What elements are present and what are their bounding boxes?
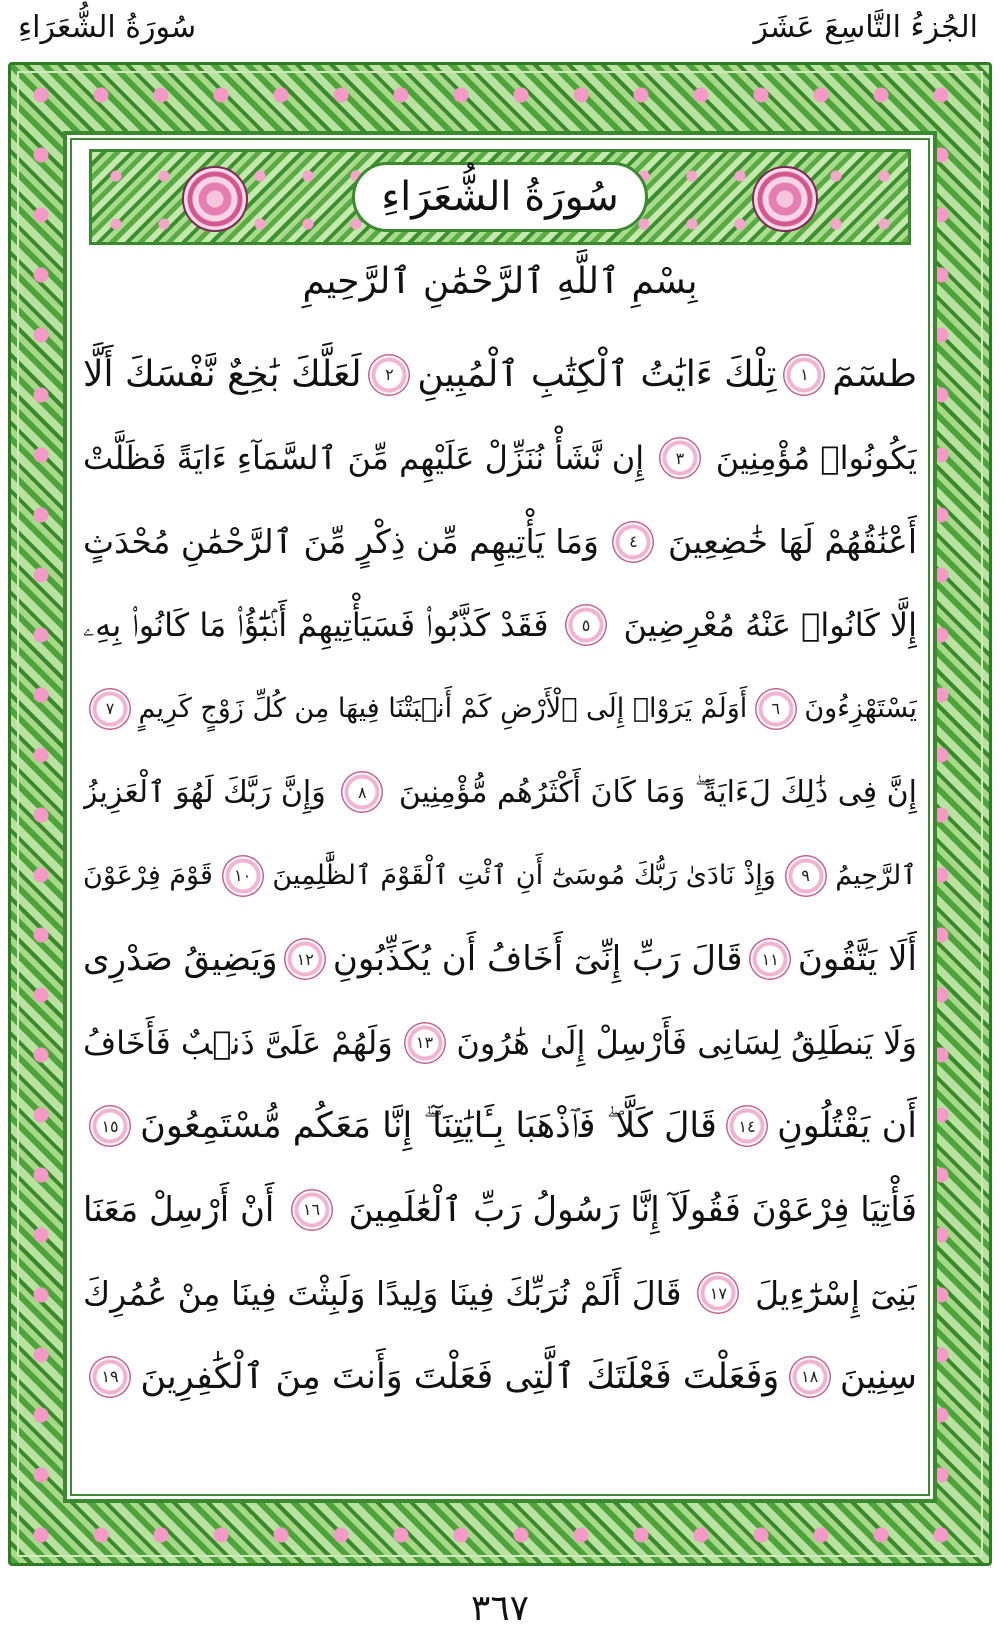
ayah-number-marker: ١١ bbox=[749, 938, 791, 980]
surah-label: سُورَةُ الشُّعَرَاءِ bbox=[18, 10, 197, 45]
ayah-number-marker: ١٧ bbox=[697, 1272, 739, 1314]
surah-title-cartouche bbox=[352, 162, 648, 232]
juz-label: الجُزءُ التَّاسِعَ عَشَرَ bbox=[753, 10, 978, 45]
verse-line bbox=[83, 333, 917, 417]
verse-text: إِن نَّشَأْ نُنَزِّلْ عَلَيْهِم مِّنَ ٱلسَّمَآءِ ءَايَةً فَظَلَّتْ bbox=[83, 439, 645, 478]
verse-text: إِنَّ فِى ذَٰلِكَ لَءَايَةً ۖ وَمَا كَانَ أَكْثَرُهُم مُّؤْمِنِينَ bbox=[398, 774, 917, 810]
ayah-number-marker: ٩ bbox=[785, 855, 827, 897]
verse-text: قَالَ رَبِّ إِنِّىٓ أَخَافُ أَن يُكَذِّبُونِ bbox=[332, 939, 743, 980]
ayah-number-marker: ٢ bbox=[368, 354, 410, 396]
verse-text: ٱلرَّحِيمُ bbox=[835, 860, 917, 892]
verse-text: فَأْتِيَا فِرْعَوْنَ فَقُولَآ إِنَّا رَسُولُ رَبِّ ٱلْعَٰلَمِينَ bbox=[348, 1190, 917, 1231]
verse-line bbox=[83, 417, 917, 501]
verse-text: أَوَلَمْ يَرَوْا۟ إِلَى ٱلْأَرْضِ كَمْ أَنۢبَتْنَا فِيهَا مِن كُلِّ زَوْجٍ كَرِيمٍ bbox=[138, 693, 748, 725]
verse-line bbox=[83, 1085, 917, 1169]
verse-text: يَسْتَهْزِءُونَ bbox=[804, 693, 917, 725]
verse-text: وَمَا يَأْتِيهِم مِّن ذِكْرٍ مِّنَ ٱلرَّحْمَٰنِ مُحْدَثٍ bbox=[83, 522, 599, 562]
page-header bbox=[0, 0, 1000, 60]
page-number: ٣٦٧ bbox=[470, 1588, 529, 1629]
verse-text: وَإِذْ نَادَىٰ رَبُّكَ مُوسَىٰٓ أَنِ ٱئْتِ ٱلْقَوْمَ ٱلظَّٰلِمِينَ bbox=[272, 860, 776, 892]
ayah-number-marker: ١٣ bbox=[404, 1022, 446, 1064]
verse-text: طسٓمٓ bbox=[832, 354, 917, 396]
ayah-number-marker: ١٩ bbox=[89, 1356, 131, 1398]
verse-text: أَنْ أَرْسِلْ مَعَنَا bbox=[83, 1189, 275, 1230]
rosette-ornament-icon bbox=[182, 166, 248, 232]
ornamental-border bbox=[8, 62, 992, 1566]
ayah-number-marker: ٣ bbox=[659, 437, 701, 479]
verse-line bbox=[83, 584, 917, 668]
verse-text: أَن يَقْتُلُونِ bbox=[777, 1106, 917, 1147]
verse-line bbox=[83, 1252, 917, 1336]
verse-text: أَلَا يَتَّقُونَ bbox=[797, 939, 917, 980]
ayah-number-marker: ٦ bbox=[755, 688, 797, 730]
verse-text: وَلَا يَنطَلِقُ لِسَانِى فَأَرْسِلْ إِلَىٰ هَٰرُونَ bbox=[456, 1023, 917, 1062]
ayah-number-marker: ٥ bbox=[565, 604, 607, 646]
verse-text: تِلْكَ ءَايَٰتُ ٱلْكِتَٰبِ ٱلْمُبِينِ bbox=[417, 354, 777, 396]
verse-text: وَفَعَلْتَ فَعْلَتَكَ ٱلَّتِى فَعَلْتَ وَأَنتَ مِنَ ٱلْكَٰفِرِينَ bbox=[140, 1356, 780, 1397]
verse-text: يَكُونُوا۟ مُؤْمِنِينَ bbox=[715, 439, 917, 478]
ayah-number-marker: ٧ bbox=[89, 688, 131, 730]
verse-line bbox=[83, 500, 917, 584]
verse-text: أَعْنَٰقُهُمْ لَهَا خَٰضِعِينَ bbox=[668, 522, 917, 562]
verse-text: قَالَ أَلَمْ نُرَبِّكَ فِينَا وَلِيدًا وَلَبِثْتَ فِينَا مِنْ عُمُرِكَ bbox=[83, 1273, 682, 1313]
verses-block bbox=[83, 333, 917, 1419]
ayah-number-marker: ١٢ bbox=[284, 938, 326, 980]
verse-text: فَقَدْ كَذَّبُوا۟ فَسَيَأْتِيهِمْ أَنۢبَٰٓؤُا۟ مَا كَانُوا۟ بِهِۦ bbox=[83, 605, 549, 644]
verse-text: بَنِىٓ إِسْرَٰٓءِيلَ bbox=[755, 1273, 917, 1313]
verse-text: سِنِينَ bbox=[839, 1356, 917, 1397]
ayah-number-marker: ١٠ bbox=[222, 855, 264, 897]
text-panel bbox=[63, 131, 937, 1503]
verse-text: لَعَلَّكَ بَٰخِعٌ نَّفْسَكَ أَلَّا bbox=[83, 354, 362, 396]
verse-text: وَإِنَّ رَبَّكَ لَهُوَ ٱلْعَزِيزُ bbox=[83, 774, 326, 810]
verse-line bbox=[83, 834, 917, 918]
ayah-number-marker: ١٨ bbox=[789, 1356, 831, 1398]
ayah-number-marker: ٤ bbox=[612, 521, 654, 563]
verse-text: وَيَضِيقُ صَدْرِى bbox=[83, 939, 278, 980]
surah-title-banner bbox=[89, 149, 911, 245]
ayah-number-marker: ١ bbox=[783, 354, 825, 396]
ayah-number-marker: ١٤ bbox=[726, 1105, 768, 1147]
surah-title: سُورَةُ الشُّعَرَاءِ bbox=[381, 174, 619, 220]
verse-line bbox=[83, 1335, 917, 1419]
basmala: بِسْمِ ٱللَّهِ ٱلرَّحْمَٰنِ ٱلرَّحِيمِ bbox=[302, 261, 698, 302]
rosette-ornament-icon bbox=[752, 166, 818, 232]
verse-line bbox=[83, 667, 917, 751]
verse-text: إِلَّا كَانُوا۟ عَنْهُ مُعْرِضِينَ bbox=[623, 606, 917, 645]
ayah-number-marker: ٨ bbox=[341, 771, 383, 813]
verse-line bbox=[83, 1168, 917, 1252]
ayah-number-marker: ١٦ bbox=[291, 1189, 333, 1231]
verse-text: وَلَهُمْ عَلَىَّ ذَنۢبٌ فَأَخَافُ bbox=[83, 1023, 393, 1062]
verse-line bbox=[83, 918, 917, 1002]
verse-text: قَالَ كَلَّا ۖ فَٱذْهَبَا بِـَٔايَٰتِنَآ ۖ إِنَّا مَعَكُم مُّسْتَمِعُونَ bbox=[140, 1106, 717, 1147]
ayah-number-marker: ١٥ bbox=[89, 1105, 131, 1147]
verse-line bbox=[83, 751, 917, 835]
verse-text: قَوْمَ فِرْعَوْنَ bbox=[83, 860, 213, 892]
verse-line bbox=[83, 1001, 917, 1085]
